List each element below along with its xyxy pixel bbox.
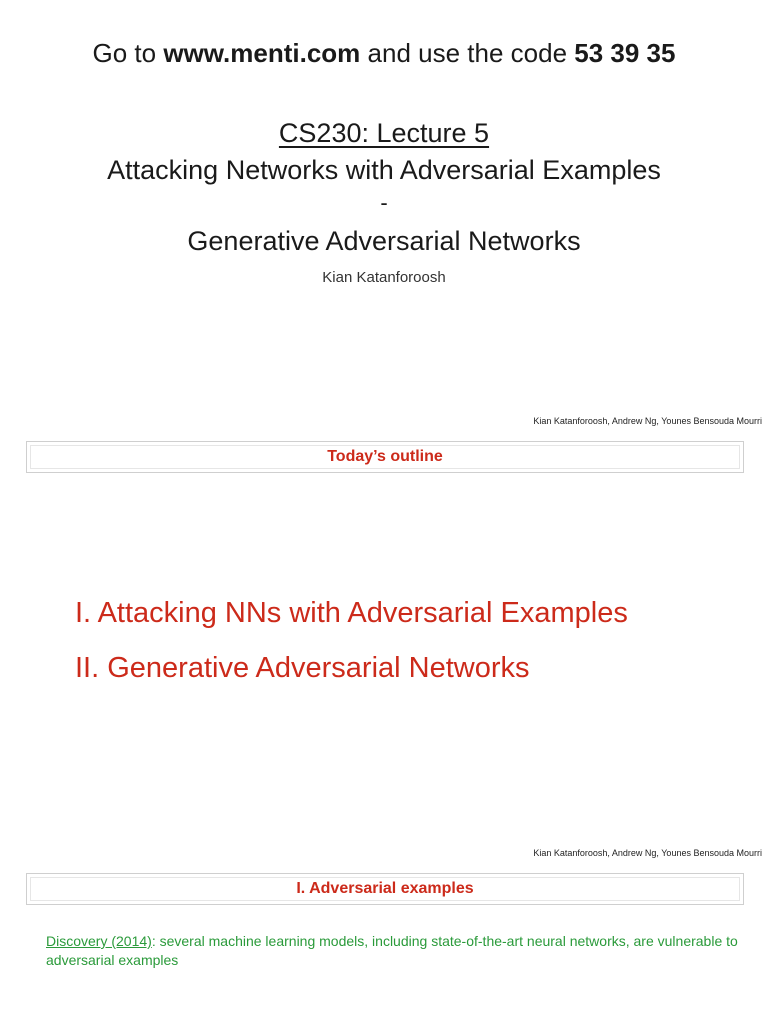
menti-middle: and use the code (360, 38, 575, 68)
discovery-text: : several machine learning models, including state-of-the-art neural networks, are vulnerable to adversarial examples (46, 933, 738, 968)
menti-prefix: Go to (92, 38, 164, 68)
discovery-paragraph (46, 932, 746, 970)
slide-credits: Kian Katanforoosh, Andrew Ng, Younes Bensouda Mourri (533, 848, 762, 858)
outline-header (26, 441, 744, 473)
slide-credits: Kian Katanforoosh, Andrew Ng, Younes Bensouda Mourri (533, 416, 762, 426)
discovery-link[interactable]: Discovery (2014) (46, 933, 152, 949)
lecture-title-line1: Attacking Networks with Adversarial Examples (107, 155, 661, 185)
outline-item: I. Attacking NNs with Adversarial Examples (75, 597, 628, 629)
menti-code: 53 39 35 (574, 38, 676, 68)
section-header-text: I. Adversarial examples (296, 880, 474, 897)
course-title: CS230: Lecture 5 (278, 118, 490, 148)
author-name: Kian Katanforoosh (322, 269, 446, 286)
outline-header-text: Today’s outline (327, 448, 443, 465)
menti-banner (0, 38, 768, 69)
outline-item: II. Generative Adversarial Networks (75, 652, 530, 684)
menti-site: www.menti.com (163, 38, 361, 68)
section-header (26, 873, 744, 905)
title-separator: - (380, 190, 388, 215)
lecture-title-line2: Generative Adversarial Networks (187, 226, 581, 256)
